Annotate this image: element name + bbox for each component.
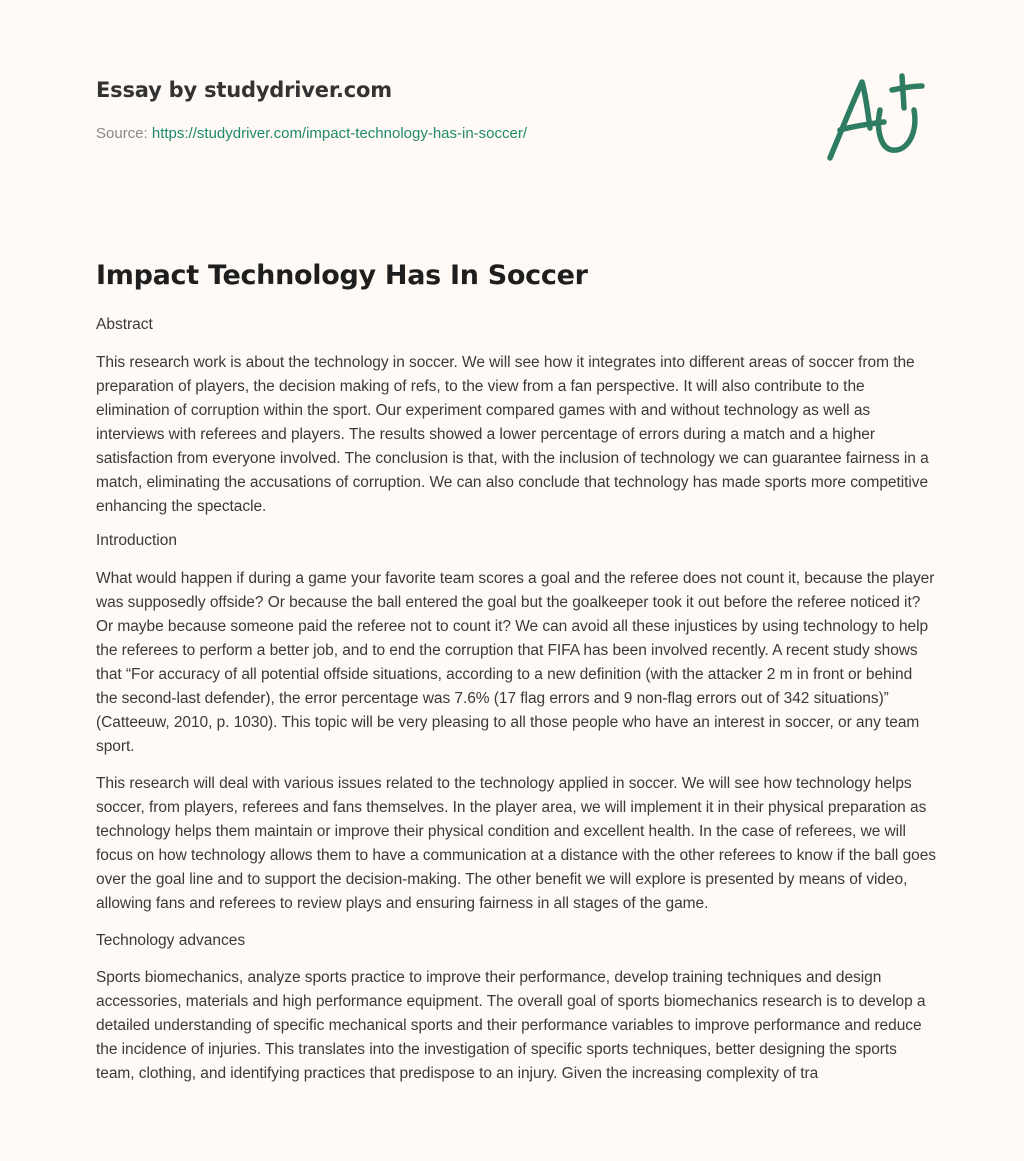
a-plus-grade-icon	[818, 66, 930, 166]
document-title: Impact Technology Has In Soccer	[96, 260, 588, 291]
essay-content	[96, 256, 936, 1086]
source-line	[96, 124, 796, 144]
page-header	[96, 76, 796, 144]
section-heading-technology-advances: Technology advances	[96, 932, 246, 949]
paragraph-introduction-2: This research will deal with various issues related to the technology applied in soccer. We will see how technology helps soccer, from players, referees and fans themselves. In the player area, we will implement it in their physical preparation as technology helps them maintain or improve their physical condition and excellent health. In the case of referees, we will focus on how technology allows them to have a communication at a distance with the other referees to know if the ball goes over the goal line and to support the decision-making. The other benefit we will explore is presented by means of video, allowing fans and referees to review plays and ensuring fairness in all stages of the game.	[96, 775, 936, 912]
paragraph-introduction-1: What would happen if during a game your favorite team scores a goal and the referee does not count it, because the player was supposedly offside? Or because the ball entered the goal but the goalkeeper took it out before the referee noticed it? Or maybe because someone paid the referee not to count it? We can avoid all these injustices by using technology to help the referees to perform a better job, and to end the corruption that FIFA has been involved recently. A recent study shows that “For accuracy of all potential offside situations, according to a new definition (with the attacker 2 m in front or behind the second-last defender), the error percentage was 7.6% (17 flag errors and 9 non-flag errors out of 342 situations)” (Catteeuw, 2010, p. 1030). This topic will be very pleasing to all those people who have an interest in soccer, or any team sport.	[96, 570, 935, 755]
paragraph-abstract: This research work is about the technology in soccer. We will see how it integrates into different areas of soccer from the preparation of players, the decision making of refs, to the view from a fan perspective. It will also contribute to the elimination of corruption within the sport. Our experiment compared games with and without technology as well as interviews with referees and players. The results showed a lower percentage of errors during a match and a higher satisfaction from everyone involved. The conclusion is that, with the inclusion of technology we can guarantee fairness in a match, eliminating the accusations of corruption. We can also conclude that technology has made sports more competitive enhancing the spectacle.	[96, 354, 929, 515]
section-heading-abstract: Abstract	[96, 316, 153, 333]
section-heading-introduction: Introduction	[96, 532, 177, 549]
source-link[interactable]: https://studydriver.com/impact-technology-has-in-soccer/	[151, 125, 528, 142]
paragraph-technology-advances: Sports biomechanics, analyze sports practice to improve their performance, develop training techniques and design accessories, materials and high performance equipment. The overall goal of sports biomechanics research is to develop a detailed understanding of specific mechanical sports and their performance variables to improve performance and reduce the incidence of injuries. This translates into the investigation of specific sports techniques, better designing the sports team, clothing, and identifying practices that predispose to an injury. Given the increasing complexity of tra	[96, 969, 926, 1082]
source-label: Source:	[96, 125, 152, 142]
site-title: Essay by studydriver.com	[96, 78, 392, 102]
